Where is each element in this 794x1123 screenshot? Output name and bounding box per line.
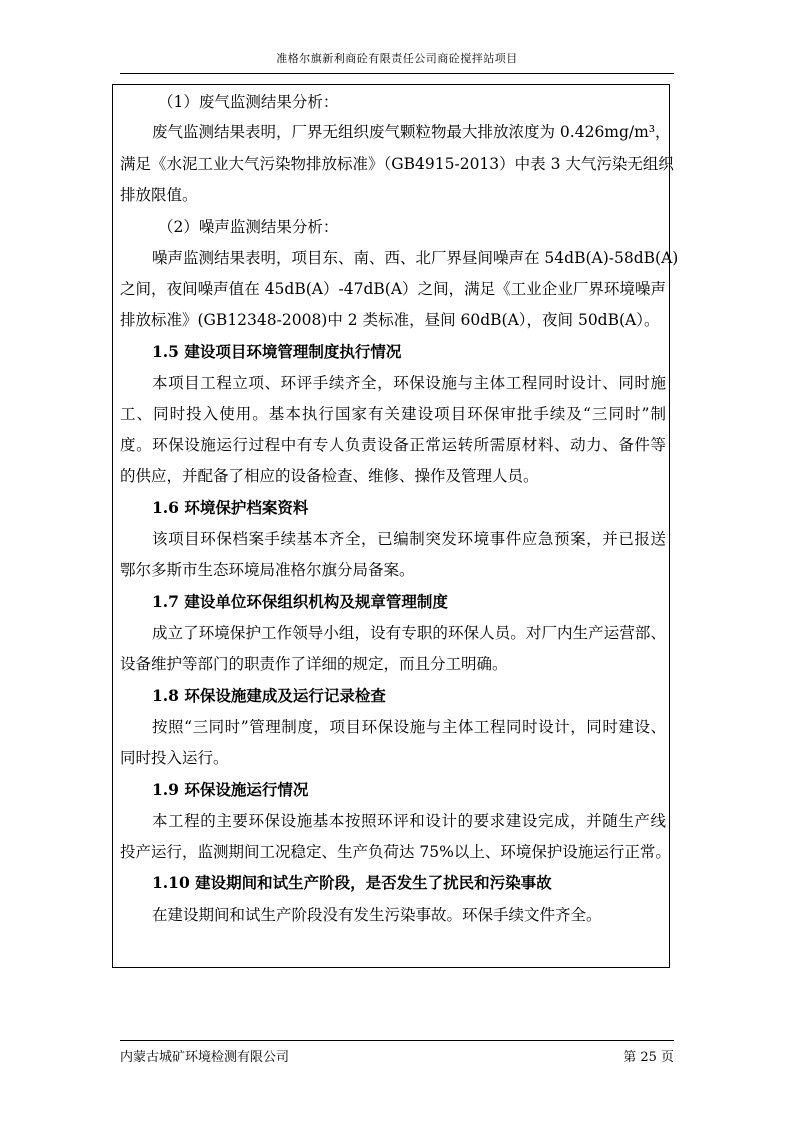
section-heading: 1.6 环境保护档案资料 xyxy=(152,498,309,517)
paragraph-line: 工、同时投入使用。基本执行国家有关建设项目环保审批手续及“三同时”制 xyxy=(120,405,666,423)
paragraph-line: 成立了环境保护工作领导小组，设有专职的环保人员。对厂内生产运营部、 xyxy=(152,624,666,642)
paragraph-line: 同时投入运行。 xyxy=(120,749,229,767)
paragraph-line: 按照“三同时”管理制度，项目环保设施与主体工程同时设计，同时建设、 xyxy=(152,718,666,736)
paragraph-line: 设备维护等部门的职责作了详细的规定，而且分工明确。 xyxy=(120,655,508,673)
paragraph-line: 之间，夜间噪声值在 45dB(A）-47dB(A）之间，满足《工业企业厂界环境噪声 xyxy=(120,280,666,298)
paragraph-line: （1）废气监测结果分析： xyxy=(158,93,339,111)
paragraph-line: 投产运行，监测期间工况稳定、生产负荷达 75%以上、环境保护设施运行正常。 xyxy=(120,843,671,861)
footer-company: 内蒙古城矿环境检测有限公司 xyxy=(120,1050,290,1065)
paragraph-line: 该项目环保档案手续基本齐全，已编制突发环境事件应急预案，并已报送 xyxy=(152,530,666,548)
section-heading: 1.9 环保设施运行情况 xyxy=(152,780,309,799)
section-heading: 1.7 建设单位环保组织机构及规章管理制度 xyxy=(152,592,448,611)
paragraph-line: 在建设期间和试生产阶段没有发生污染事故。环保手续文件齐全。 xyxy=(152,906,602,924)
paragraph-line: 的供应，并配备了相应的设备检查、维修、操作及管理人员。 xyxy=(120,467,539,485)
page-header-title: 准格尔旗新利商砼有限责任公司商砼搅拌站项目 xyxy=(276,52,518,65)
header-rule xyxy=(120,73,674,74)
paragraph-line: 噪声监测结果表明，项目东、南、西、北厂界昼间噪声在 54dB(A)-58dB(A) xyxy=(152,249,679,267)
paragraph-line: 本工程的主要环保设施基本按照环评和设计的要求建设完成，并随生产线 xyxy=(152,812,666,830)
paragraph-line: 废气监测结果表明，厂界无组织废气颗粒物最大排放浓度为 0.426mg/m³， xyxy=(152,123,671,141)
paragraph-line: 本项目工程立项、环评手续齐全，环保设施与主体工程同时设计、同时施 xyxy=(152,374,666,392)
paragraph-line: 鄂尔多斯市生态环境局准格尔旗分局备案。 xyxy=(120,561,415,579)
section-heading: 1.10 建设期间和试生产阶段，是否发生了扰民和污染事故 xyxy=(152,873,552,892)
paragraph-line: 排放限值。 xyxy=(120,186,198,204)
paragraph-line: 排放标准》(GB12348-2008)中 2 类标准，昼间 60dB(A），夜间 50dB(A）。 xyxy=(120,311,660,329)
paragraph-line: （2）噪声监测结果分析： xyxy=(158,218,339,236)
footer-page-number: 第 25 页 xyxy=(623,1050,674,1065)
section-heading: 1.8 环保设施建成及运行记录检查 xyxy=(152,686,386,705)
paragraph-line: 满足《水泥工业大气污染物排放标准》（GB4915-2013）中表 3 大气污染无组织 xyxy=(120,155,674,173)
footer-rule xyxy=(120,1040,674,1041)
section-heading: 1.5 建设项目环境管理制度执行情况 xyxy=(152,342,402,361)
paragraph-line: 度。环保设施运行过程中有专人负责设备正常运转所需原材料、动力、备件等 xyxy=(120,436,666,454)
